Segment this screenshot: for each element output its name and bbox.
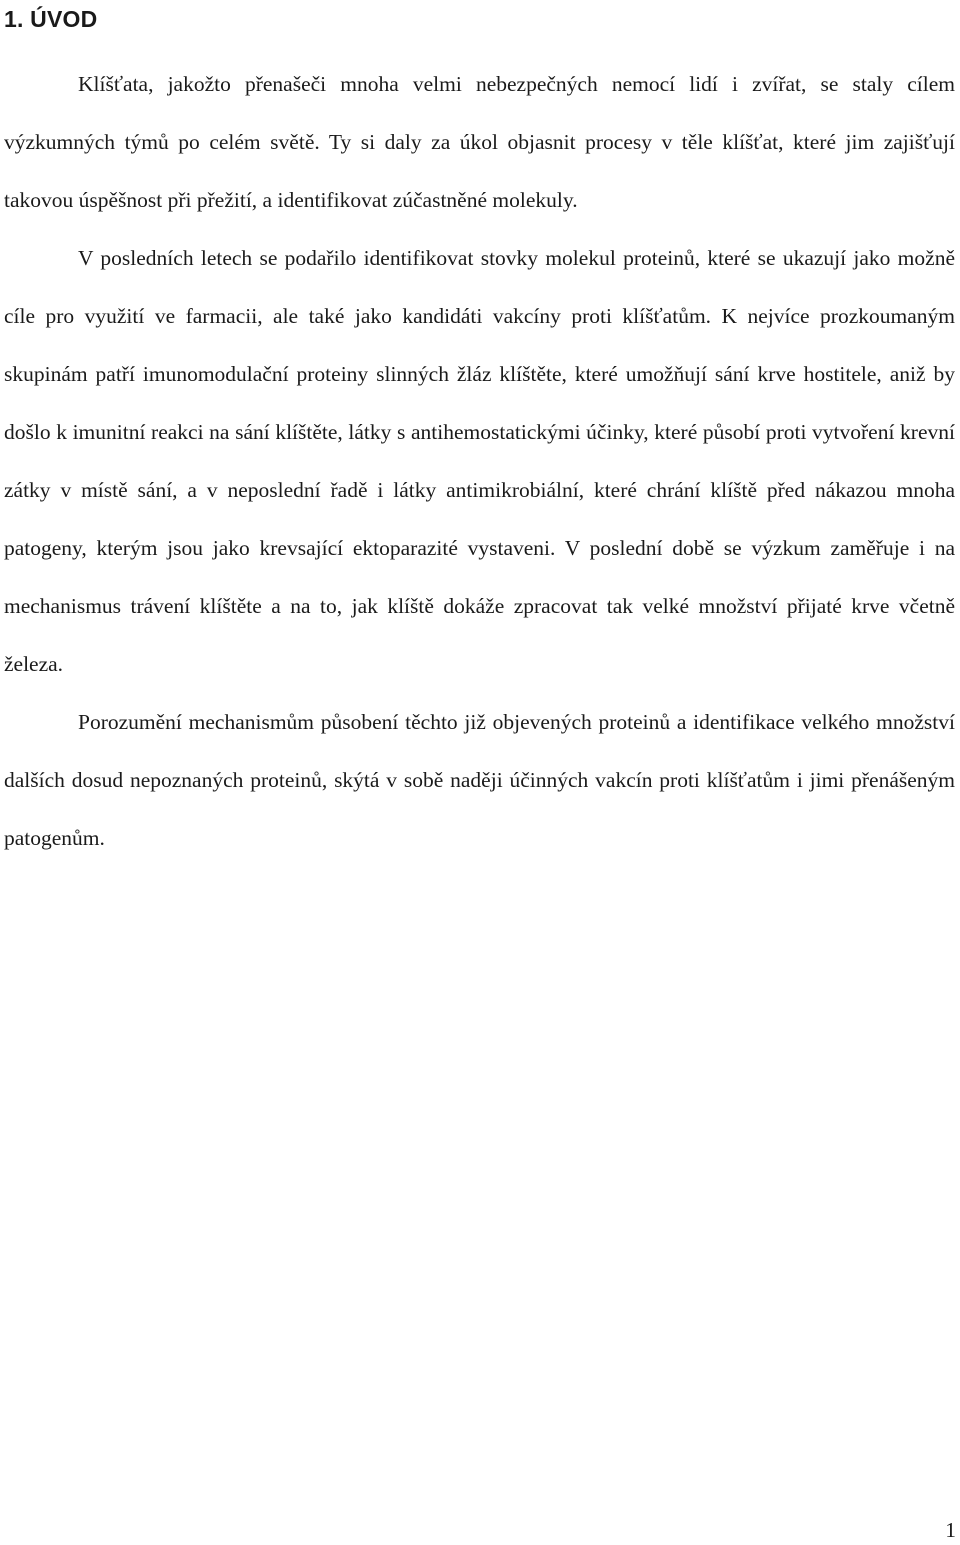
chapter-body xyxy=(4,55,955,867)
paragraph-outlook: Porozumění mechanismům působení těchto již objevených proteinů a identifikace velkého množství dalších dosud nepoznaných proteinů, skýtá v sobě naději účinných vakcín proti klíšťatům i jimi přenášeným patogenům. xyxy=(4,710,955,850)
paragraph-research: V posledních letech se podařilo identifikovat stovky molekul proteinů, které se ukazují jako možně cíle pro využití ve farmacii, ale také jako kandidáti vakcíny proti klíšťatům. K nejvíce prozkoumaným skupinám patří imunomodulační proteiny slinných žláz klíštěte, které umožňují sání krve hostitele, aniž by došlo k imunitní reakci na sání klíštěte, látky s antihemostatickými účinky, které působí proti vytvoření krevní zátky v místě sání, a v neposlední řadě i látky antimikrobiální, které chrání klíště před nákazou mnoha patogeny, kterým jsou jako krevsající ektoparazité vystaveni. V poslední době se výzkum zaměřuje i na mechanismus trávení klíštěte a na to, jak klíště dokáže zpracovat tak velké množství přijaté krve včetně železa. xyxy=(4,246,955,676)
chapter-heading: 1. ÚVOD xyxy=(4,6,98,32)
page-number: 1 xyxy=(945,1518,956,1542)
paragraph-intro: Klíšťata, jakožto přenašeči mnoha velmi nebezpečných nemocí lidí i zvířat, se staly cílem výzkumných týmů po celém světě. Ty si daly za úkol objasnit procesy v těle klíšťat, které jim zajišťují takovou úspěšnost při přežití, a identifikovat zúčastněné molekuly. xyxy=(4,72,955,212)
